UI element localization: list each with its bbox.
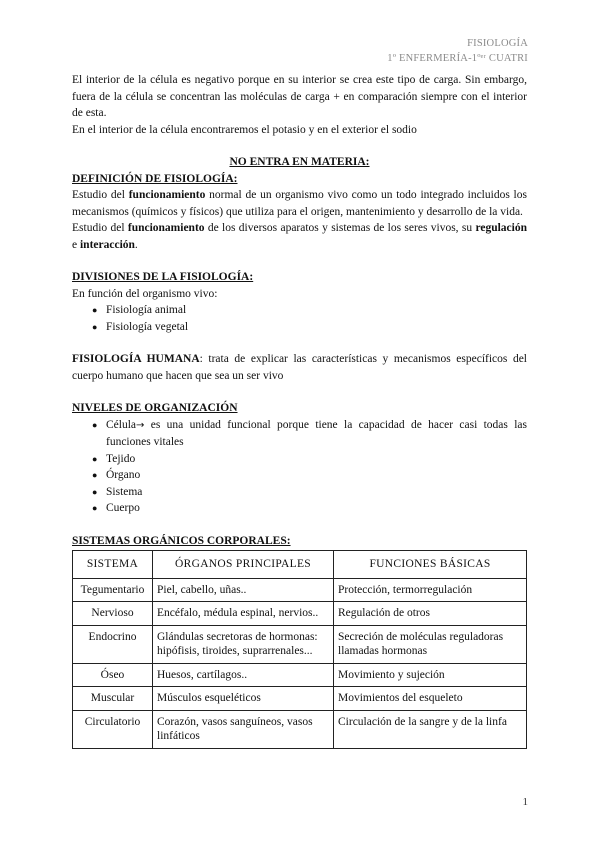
cell-organos: Corazón, vasos sanguíneos, vasos linfáticos (153, 710, 334, 748)
cell-organos: Piel, cabello, uñas.. (153, 578, 334, 602)
document-body (72, 72, 527, 749)
cell-sistema: Nervioso (73, 602, 153, 626)
definicion-paragraph-1: Estudio del funcionamiento normal de un organismo vivo como un todo integrado incluidos los mecanismos (químicos y físicos) que utiliza para el origen, mantenimiento y desarrollo de la vida. (72, 189, 527, 218)
list-item: ● Cuerpo (92, 500, 527, 517)
list-item: ● Órgano (92, 467, 527, 484)
divisiones-intro: En función del organismo vivo: (72, 287, 218, 300)
column-header-organos: ÓRGANOS PRINCIPALES (153, 551, 334, 579)
niveles-heading: NIVELES DE ORGANIZACIÓN (72, 402, 238, 414)
cell-funciones: Protección, termorregulación (334, 578, 527, 602)
cell-organos: Glándulas secretoras de hormonas: hipófisis, tiroides, suprarrenales... (153, 625, 334, 663)
header-subject: FISIOLOGÍA (467, 38, 528, 49)
niveles-list (72, 417, 527, 517)
sistemas-heading: SISTEMAS ORGÁNICOS CORPORALES: (72, 534, 291, 547)
cell-organos: Huesos, cartílagos.. (153, 663, 334, 687)
table-row (73, 602, 527, 626)
cell-funciones: Circulación de la sangre y de la linfa (334, 710, 527, 748)
right-arrow-icon: → (136, 419, 145, 431)
sistemas-table (72, 550, 527, 749)
table-row (73, 687, 527, 711)
cell-sistema: Muscular (73, 687, 153, 711)
divisiones-list (72, 302, 527, 335)
definicion-paragraph-2: Estudio del funcionamiento de los diversos aparatos y sistemas de los seres vivos, su regulación e interacción. (72, 222, 527, 251)
table-header-row (73, 551, 527, 579)
table-row (73, 625, 527, 663)
intro-paragraph-2: En el interior de la célula encontraremos el potasio y en el exterior el sodio (72, 123, 417, 136)
list-item: ● Fisiología vegetal (92, 319, 527, 336)
definicion-heading: DEFINICIÓN DE FISIOLOGÍA: (72, 172, 238, 185)
divisiones-heading: DIVISIONES DE LA FISIOLOGÍA: (72, 271, 254, 283)
table-row (73, 710, 527, 748)
table-row (73, 663, 527, 687)
list-item: ● Tejido (92, 451, 527, 468)
list-item: ● Fisiología animal (92, 302, 527, 319)
cell-organos: Músculos esqueléticos (153, 687, 334, 711)
page-header (387, 36, 528, 66)
cell-sistema: Tegumentario (73, 578, 153, 602)
intro-paragraph-1: El interior de la célula es negativo porque en su interior se crea este tipo de carga. Sin embargo, fuera de la célula se concentran las moléculas de carga + en comparación siempre con el interior de esta. (72, 74, 527, 119)
cell-funciones: Movimiento y sujeción (334, 663, 527, 687)
page-number: 1 (522, 796, 528, 808)
column-header-funciones: FUNCIONES BÁSICAS (334, 551, 527, 579)
cell-sistema: Endocrino (73, 625, 153, 663)
list-item: ● Sistema (92, 484, 527, 501)
cell-organos: Encéfalo, médula espinal, nervios.. (153, 602, 334, 626)
fisiologia-humana-paragraph: FISIOLOGÍA HUMANA: trata de explicar las características y mecanismos específicos del cuerpo humano que hacen que sea un ser vivo (72, 353, 527, 382)
cell-funciones: Regulación de otros (334, 602, 527, 626)
cell-sistema: Circulatorio (73, 710, 153, 748)
cell-funciones: Secreción de moléculas reguladoras llamadas hormonas (334, 625, 527, 663)
table-row (73, 578, 527, 602)
no-entra-heading: NO ENTRA EN MATERIA: (229, 156, 370, 168)
cell-funciones: Movimientos del esqueleto (334, 687, 527, 711)
column-header-sistema: SISTEMA (73, 551, 153, 579)
cell-sistema: Óseo (73, 663, 153, 687)
header-course: 1º ENFERMERÍA-1ºᵉʳ CUATRI (387, 53, 528, 64)
list-item: ● Célula→ es una unidad funcional porque tiene la capacidad de hacer casi todas las funciones vitales (92, 417, 527, 451)
